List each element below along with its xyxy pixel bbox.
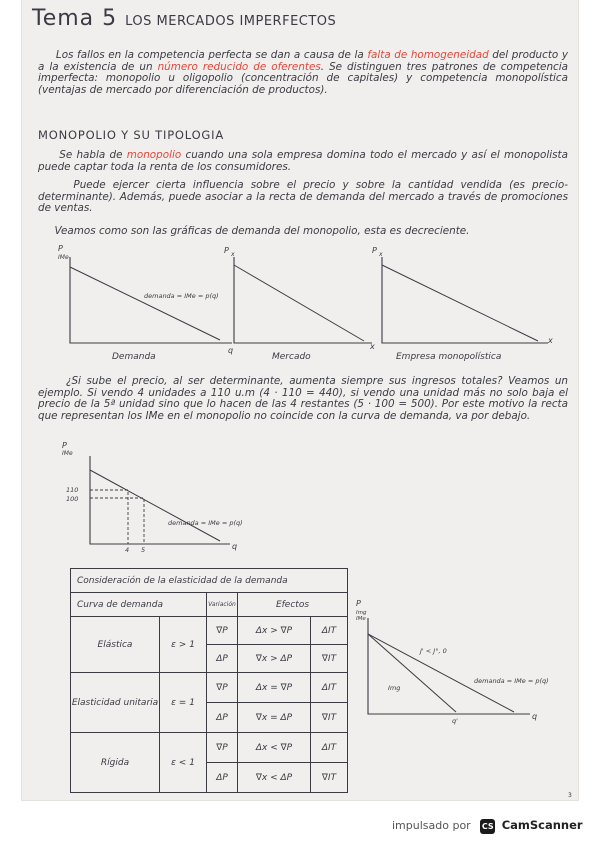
footer-brand: CamScanner — [501, 818, 583, 832]
monopolio-paragraph-1 — [38, 150, 568, 173]
graph2-ylabel2: x — [231, 251, 235, 258]
intro-text-2: del producto y a la existencia de un — [38, 49, 569, 73]
example-xtick-4: 4 — [125, 546, 130, 554]
monopolistic-firm-graph — [368, 243, 558, 368]
side-ylabel: P — [356, 599, 361, 608]
header-curve: Curva de demanda — [71, 593, 207, 617]
cell-effect: Δx > ∇P — [238, 617, 311, 645]
marginal-revenue-graph — [352, 598, 552, 733]
side-xtick: q' — [452, 717, 458, 725]
title-subtitle: LOS MERCADOS IMPERFECTOS — [125, 14, 337, 29]
intro-paragraph — [38, 50, 568, 96]
table-title: Consideración de la elasticidad de la demanda — [71, 569, 348, 593]
side-img-line — [368, 634, 456, 712]
graph3-ylabel: P — [372, 246, 377, 255]
cell-effect: Δx = ∇P — [238, 673, 311, 703]
notebook-page — [22, 0, 578, 800]
mono-highlight: monopolio — [126, 149, 182, 161]
graph1-curve-label: demanda = IMe = p(q) — [144, 292, 219, 300]
mono-text-3: Veamos como son las gráficas de demanda del monopolio, esta es decreciente. — [54, 225, 470, 237]
row-rigid-cond: ε < 1 — [160, 733, 207, 793]
cell-var: ∇P — [207, 617, 238, 645]
tema-label: Tema 5 — [32, 6, 118, 31]
cell-it: ∇IT — [311, 703, 348, 733]
example-xtick-5: 5 — [141, 546, 146, 554]
graph1-axes — [70, 257, 232, 343]
side-label-img: Img — [388, 684, 401, 692]
row-unit-cond: ε = 1 — [160, 673, 207, 733]
example-guide-100 — [90, 498, 144, 544]
camscanner-footer — [392, 818, 583, 834]
graph3-xlabel: x — [548, 336, 553, 345]
cell-var: ΔP — [207, 703, 238, 733]
demand-graph — [52, 243, 237, 368]
graph1-demand-line — [70, 267, 220, 340]
page-number: 3 — [568, 792, 572, 799]
row-elastic-type: Elástica — [71, 617, 160, 673]
graph3-ylabel2: x — [379, 251, 383, 258]
side-ylabel2: Img — [356, 610, 367, 616]
graph2-xlabel: x — [370, 342, 375, 351]
example-ytick-110: 110 — [66, 486, 79, 494]
graph1-caption: Demanda — [112, 352, 156, 362]
cell-var: ∇P — [207, 733, 238, 763]
camscanner-logo-icon: CS — [480, 819, 495, 834]
example-ytick-100: 100 — [66, 495, 79, 503]
graph3-demand-line — [382, 265, 538, 341]
example-demand-line — [90, 470, 220, 541]
cell-effect: Δx < ∇P — [238, 733, 311, 763]
graph1-ylabel2: IMe — [58, 254, 69, 261]
cell-effect: ∇x < ΔP — [238, 763, 311, 793]
monopolio-paragraph-2 — [38, 180, 568, 215]
example-ylabel: P — [62, 441, 67, 450]
cell-effect: ∇x > ΔP — [238, 645, 311, 673]
graph2-demand-line — [234, 265, 364, 341]
side-demand-line — [368, 634, 514, 712]
header-effects: Efectos — [238, 593, 348, 617]
mono-text-1b: cuando una sola empresa domina todo el mercado y así el monopolista puede captar toda la renta de los consumidores. — [38, 149, 568, 173]
monopolio-paragraph-3 — [38, 226, 568, 238]
example-axes — [90, 456, 230, 544]
side-curve-label: demanda = IMe = p(q) — [474, 677, 549, 685]
header-variation: Variación — [207, 593, 238, 617]
example-ylabel2: IMe — [62, 450, 73, 457]
example-xlabel: q — [232, 542, 238, 551]
example-curve-label: demanda = IMe = p(q) — [168, 519, 243, 527]
elasticity-table — [70, 568, 348, 793]
mono-text-1a: Se habla de — [59, 149, 123, 161]
graph1-xlabel: q — [228, 346, 234, 355]
intro-text-3: . Se distinguen tres patrones de competencia imperfecta: monopolio u oligopolio (concentración de capitales) y competencia monopolística (ventajas de mercado por diferenciación de productos). — [38, 60, 569, 96]
question-paragraph — [38, 376, 568, 422]
cell-it: ∇IT — [311, 645, 348, 673]
row-unit-type: Elasticidad unitaria — [71, 673, 160, 733]
footer-powered-text: impulsado por — [392, 819, 471, 832]
graph1-ylabel: P — [58, 244, 63, 253]
cell-effect: ∇x = ΔP — [238, 703, 311, 733]
mono-text-2: Puede ejercer cierta influencia sobre el precio y sobre la cantidad vendida (es precio-determinante). Además, puede asociar a la recta de demanda del mercado a través de promociones de ventas. — [38, 179, 569, 215]
cell-it: ∇IT — [311, 763, 348, 793]
row-elastic-cond: ε > 1 — [160, 617, 207, 673]
graph2-caption: Mercado — [272, 352, 311, 362]
cell-var: ΔP — [207, 763, 238, 793]
market-graph — [222, 243, 382, 368]
side-label-top: J' < J°, 0 — [420, 647, 447, 655]
side-ylabel3: IMe — [356, 616, 366, 622]
cell-var: ∇P — [207, 673, 238, 703]
cell-it: ΔIT — [311, 733, 348, 763]
cell-var: ΔP — [207, 645, 238, 673]
cell-it: ΔIT — [311, 617, 348, 645]
side-axes — [368, 618, 530, 714]
cell-it: ΔIT — [311, 673, 348, 703]
example-demand-graph — [52, 440, 252, 555]
intro-highlight-2: número reducido de oferentes — [157, 60, 321, 73]
page-title — [32, 6, 336, 31]
intro-text-1: Los fallos en la competencia perfecta se dan a causa de la — [55, 49, 364, 61]
graph3-caption: Empresa monopolística — [396, 352, 502, 362]
question-text: ¿Si sube el precio, al ser determinante, aumenta siempre sus ingresos totales? Veamos un ejemplo. Si vendo 4 unidades a 110 u.m (4 · 110 = 440), si vendo una unidad más no solo baja el precio de la 5ª unidad sino que lo hacen de las 4 restantes (5 · 100 = 500). Por este motivo la recta que representan los IMe en el monopolio no coincide con la curva de demanda, va por debajo. — [38, 375, 569, 422]
graph3-axes — [382, 257, 548, 343]
graph2-axes — [234, 257, 372, 343]
intro-highlight-1: falta de homogeneidad — [367, 49, 489, 61]
row-rigid-type: Rígida — [71, 733, 160, 793]
graph2-ylabel: P — [224, 246, 229, 255]
side-xlabel: q — [532, 712, 538, 721]
section-heading: MONOPOLIO Y SU TIPOLOGIA — [38, 128, 224, 142]
